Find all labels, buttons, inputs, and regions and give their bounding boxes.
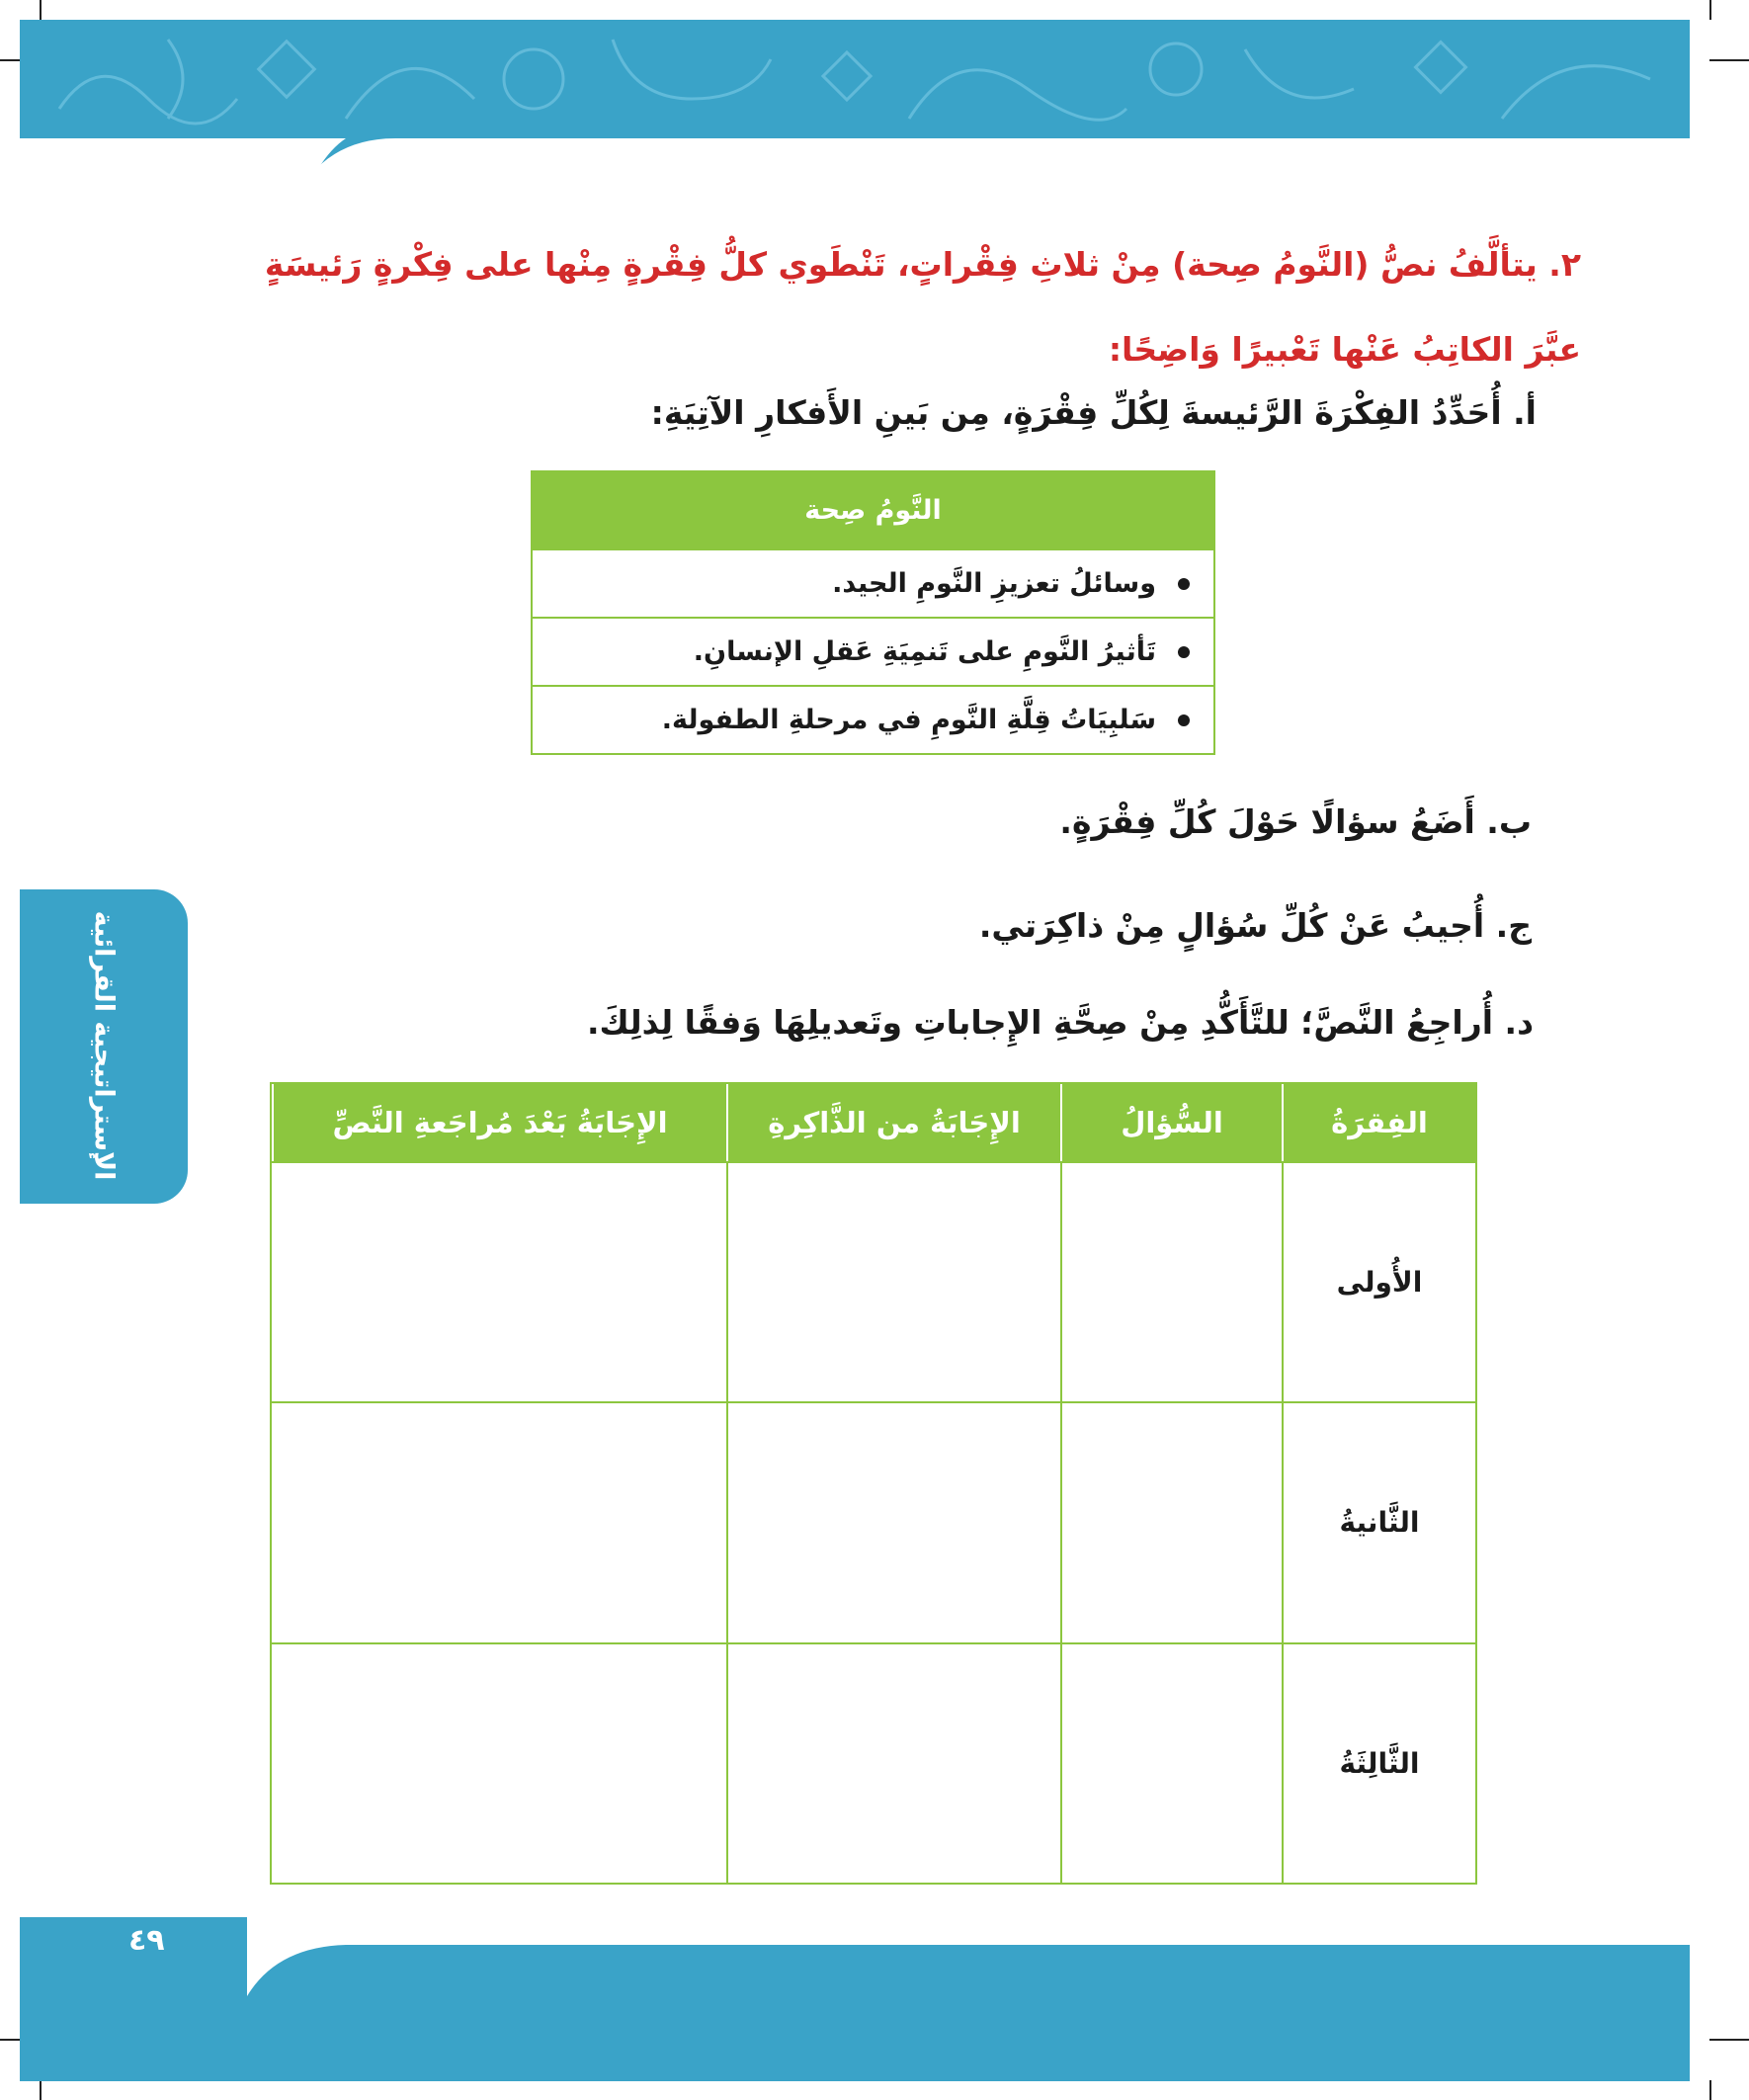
step-d-instruction: د. أُراجِعُ النَّصَّ؛ للتَّأَكُّدِ مِنْ صِحَّةِ الإِجاباتِ وتَعديلِهَا وَفقًا لِذلِكَ.: [587, 1003, 1534, 1042]
crop-mark: [1709, 0, 1711, 20]
crop-mark: [0, 59, 20, 61]
answer-cell[interactable]: [1060, 1161, 1282, 1401]
side-tab-label: الإستراتيجية القرائية: [88, 910, 120, 1181]
idea-item: [533, 548, 1213, 617]
header-curve: [20, 20, 1690, 217]
page-number: ٤٩: [128, 1923, 165, 1958]
bullet-icon: [1178, 646, 1190, 658]
crop-mark: [1709, 2080, 1711, 2100]
table-header-question: السُّؤالُ: [1060, 1084, 1282, 1161]
crop-mark: [40, 2080, 42, 2100]
step-b-instruction: ب. أَضَعُ سؤالًا حَوْلَ كُلِّ فِقْرَةٍ.: [1059, 802, 1532, 841]
answer-cell[interactable]: [1060, 1401, 1282, 1641]
table-header-paragraph: الفِقرَةُ: [1282, 1084, 1475, 1161]
question-heading: ٢. يتألَّفُ نصُّ (النَّومُ صِحة) مِنْ ثلاثِ فِقْراتٍ، تَنْطَوي كلُّ فِقْرةٍ مِنْها على فِكْرةٍ رَئيسَةٍ عبَّرَ الكاتِبُ عَنْها تَعْبيرًا وَاضِحًا:: [264, 245, 1581, 369]
ideas-box-title: النَّومُ صِحة: [533, 472, 1213, 548]
table-row-label: الثَّانيةُ: [1282, 1401, 1475, 1641]
table-row-label: الأُولى: [1282, 1161, 1475, 1401]
bullet-icon: [1178, 578, 1190, 590]
idea-text: وسائلُ تعزيزِ النَّومِ الجيد.: [832, 568, 1156, 599]
crop-mark: [40, 0, 42, 20]
answer-cell[interactable]: [272, 1161, 726, 1401]
idea-item: [533, 685, 1213, 753]
table-row-label: الثَّالِثَةُ: [1282, 1642, 1475, 1883]
answer-table: [270, 1082, 1477, 1885]
crop-mark: [1709, 59, 1749, 61]
answer-cell[interactable]: [726, 1642, 1060, 1883]
idea-text: سَلبِيَاتُ قِلَّةِ النَّومِ في مرحلةِ الطفولة.: [661, 705, 1156, 735]
answer-cell[interactable]: [726, 1161, 1060, 1401]
answer-cell[interactable]: [272, 1642, 726, 1883]
idea-text: تَأثيرُ النَّومِ على تَنمِيَةِ عَقلِ الإنسانِ.: [693, 636, 1156, 667]
answer-cell[interactable]: [272, 1401, 726, 1641]
step-a-instruction: أ. أُحَدِّدُ الفِكْرَةَ الرَّئيسةَ لِكُلِّ فِقْرَةٍ، مِن بَينِ الأَفكارِ الآتِيَةِ:: [650, 393, 1537, 432]
answer-cell[interactable]: [1060, 1642, 1282, 1883]
crop-mark: [1709, 2039, 1749, 2041]
step-c-instruction: ج. أُجيبُ عَنْ كُلِّ سُؤالٍ مِنْ ذاكِرَتي.: [978, 906, 1532, 945]
table-header-reviewed-answer: الإِجَابَةُ بَعْدَ مُراجَعةِ النَّصِّ: [272, 1084, 726, 1161]
idea-item: [533, 617, 1213, 685]
bullet-icon: [1178, 714, 1190, 726]
answer-cell[interactable]: [726, 1401, 1060, 1641]
crop-mark: [0, 2039, 20, 2041]
main-ideas-box: [531, 470, 1215, 755]
footer-curve: [20, 1917, 1690, 1996]
table-header-memory-answer: الإِجَابَةُ من الذَّاكِرةِ: [726, 1084, 1060, 1161]
